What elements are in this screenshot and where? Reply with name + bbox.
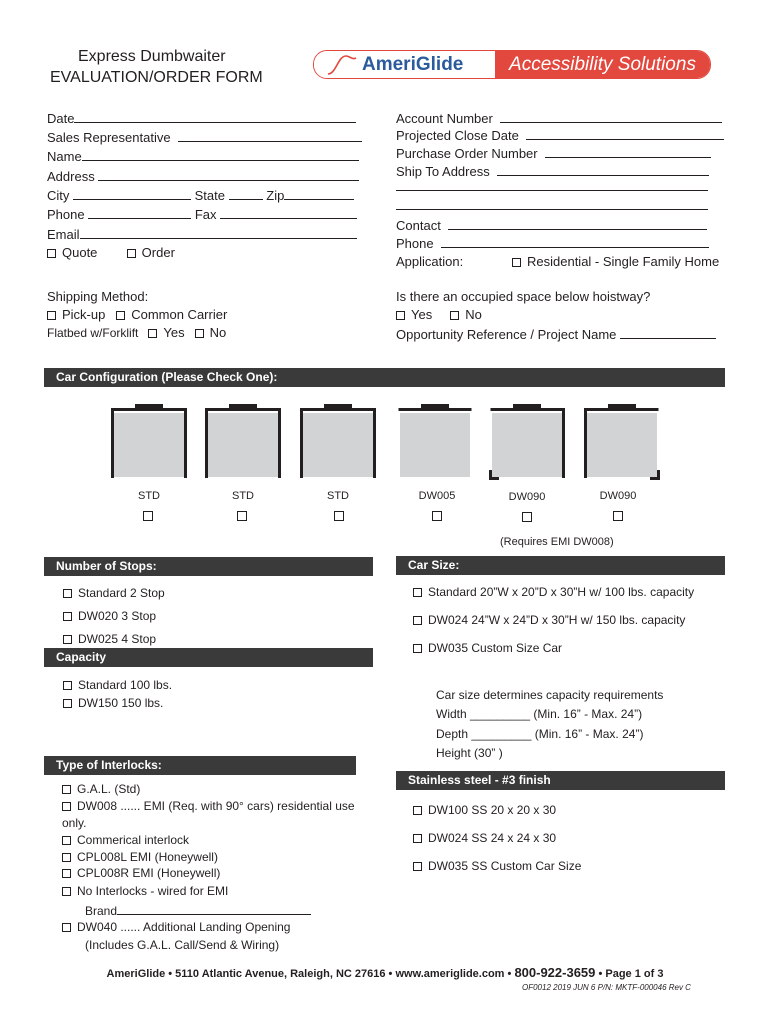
- pickup-checkbox[interactable]: Pick-up: [47, 307, 105, 322]
- car-std-2-checkbox[interactable]: [237, 511, 247, 521]
- date-field[interactable]: Date: [47, 110, 356, 127]
- residential-checkbox[interactable]: Residential - Single Family Home: [512, 254, 719, 270]
- footer-line: [0, 965, 770, 982]
- car-std-2-diagram: [205, 404, 281, 480]
- car-label-dw090-1: DW090: [508, 491, 546, 503]
- ameriglide-logo: [313, 50, 711, 79]
- application-label: Application:: [396, 254, 464, 269]
- car-dw090-2-checkbox[interactable]: [613, 511, 623, 521]
- interlock-commercial-checkbox[interactable]: Commerical interlock: [62, 833, 189, 848]
- logo-tagline: Accessibility Solutions: [495, 51, 710, 78]
- flatbed-label: Flatbed w/Forklift: [47, 326, 139, 340]
- capacity-dw150-checkbox[interactable]: DW150 150 lbs.: [63, 696, 163, 711]
- address-field[interactable]: Address: [47, 168, 359, 185]
- email-field[interactable]: Email: [47, 226, 357, 243]
- form-title-line1: Express Dumbwaiter: [78, 48, 226, 65]
- footer-phone: 800-922-3659: [514, 965, 596, 980]
- stainless-dw100-checkbox[interactable]: DW100 SS 20 x 20 x 30: [413, 803, 556, 818]
- footer-code: OF0012 2019 JUN 6 P/N: MKTF-000046 Rev C: [522, 983, 691, 992]
- interlock-dw008-checkbox[interactable]: DW008 ...... EMI (Req. with 90° cars) residential use: [62, 799, 355, 814]
- interlocks-heading: Type of Interlocks:: [44, 756, 356, 775]
- account-number-field[interactable]: Account Number: [396, 110, 722, 127]
- car-label-dw005: DW005: [418, 490, 456, 502]
- stops-dw020-checkbox[interactable]: DW020 3 Stop: [63, 609, 156, 624]
- car-dw090-1-checkbox[interactable]: [522, 512, 532, 522]
- interlock-dw040-cont: (Includes G.A.L. Call/Send & Wiring): [85, 938, 280, 952]
- interlock-dw040-checkbox[interactable]: DW040 ...... Additional Landing Opening: [62, 920, 290, 935]
- car-dw090-1-diagram: [489, 404, 565, 480]
- car-size-heading: Car Size:: [396, 556, 725, 575]
- car-size-standard-checkbox[interactable]: Standard 20”W x 20”D x 30”H w/ 100 lbs. capacity: [413, 585, 694, 600]
- footer-page: • Page 1 of 3: [598, 968, 664, 980]
- interlock-gal-checkbox[interactable]: G.A.L. (Std): [62, 782, 140, 797]
- car-dw005-diagram: [397, 404, 473, 480]
- sales-rep-field[interactable]: Sales Representative: [47, 129, 362, 146]
- car-width-field[interactable]: Width _________ (Min. 16” - Max. 24”): [436, 707, 643, 721]
- car-label-std-3: STD: [327, 490, 349, 502]
- flatbed-yes-checkbox[interactable]: Yes: [148, 325, 184, 340]
- car-size-determines-note: Car size determines capacity requirements: [436, 688, 664, 702]
- ship-to-line-2[interactable]: [396, 190, 708, 191]
- flatbed-row: [47, 325, 226, 341]
- footer-address: AmeriGlide • 5110 Atlantic Avenue, Raleigh, NC 27616 • www.ameriglide.com •: [106, 968, 512, 980]
- occupied-options-row: [396, 307, 482, 323]
- logo-name: AmeriGlide: [362, 54, 464, 75]
- requires-emi-note: (Requires EMI DW008): [500, 536, 614, 548]
- po-number-field[interactable]: Purchase Order Number: [396, 145, 711, 162]
- projected-close-field[interactable]: Projected Close Date: [396, 127, 724, 144]
- phone-fax-field[interactable]: Phone Fax: [47, 206, 357, 223]
- car-dw090-2-diagram: [584, 404, 660, 480]
- capacity-heading: Capacity: [44, 648, 373, 667]
- ship-to-field[interactable]: Ship To Address: [396, 163, 709, 180]
- occupied-space-question: Is there an occupied space below hoistway?: [396, 289, 651, 304]
- car-height-field: Height (30” ): [436, 746, 503, 760]
- form-title-line2: EVALUATION/ORDER FORM: [50, 69, 263, 86]
- stainless-dw035-checkbox[interactable]: DW035 SS Custom Car Size: [413, 859, 581, 874]
- stainless-heading: Stainless steel - #3 finish: [396, 771, 725, 790]
- interlock-brand-field[interactable]: Brand: [85, 902, 311, 919]
- contact-field[interactable]: Contact: [396, 217, 707, 234]
- interlock-cpl008l-checkbox[interactable]: CPL008L EMI (Honeywell): [62, 850, 218, 865]
- interlock-none-checkbox[interactable]: No Interlocks - wired for EMI: [62, 884, 228, 899]
- shipping-options-row: [47, 307, 227, 323]
- order-checkbox[interactable]: Order: [127, 245, 175, 260]
- car-dw005-checkbox[interactable]: [432, 511, 442, 521]
- car-std-3-checkbox[interactable]: [334, 511, 344, 521]
- interlock-cpl008r-checkbox[interactable]: CPL008R EMI (Honeywell): [62, 866, 220, 881]
- quote-order-row: [47, 245, 175, 261]
- shipping-method-label: Shipping Method:: [47, 289, 149, 304]
- car-std-1-checkbox[interactable]: [143, 511, 153, 521]
- right-phone-field[interactable]: Phone: [396, 235, 709, 252]
- common-carrier-checkbox[interactable]: Common Carrier: [116, 307, 227, 322]
- occupied-yes-checkbox[interactable]: Yes: [396, 307, 432, 322]
- opportunity-field[interactable]: Opportunity Reference / Project Name: [396, 326, 716, 343]
- car-config-heading: Car Configuration (Please Check One):: [44, 368, 725, 387]
- car-size-dw024-checkbox[interactable]: DW024 24”W x 24”D x 30”H w/ 150 lbs. capacity: [413, 613, 685, 628]
- city-state-zip-field[interactable]: City State Zip: [47, 187, 354, 204]
- car-std-1-diagram: [111, 404, 187, 480]
- car-label-dw090-2: DW090: [599, 490, 637, 502]
- car-size-dw035-checkbox[interactable]: DW035 Custom Size Car: [413, 641, 562, 656]
- swoosh-icon: [322, 52, 362, 78]
- quote-checkbox[interactable]: Quote: [47, 245, 97, 260]
- car-label-std-2: STD: [232, 490, 254, 502]
- name-field[interactable]: Name: [47, 148, 359, 165]
- stops-standard-checkbox[interactable]: Standard 2 Stop: [63, 586, 165, 601]
- stainless-dw024-checkbox[interactable]: DW024 SS 24 x 24 x 30: [413, 831, 556, 846]
- stops-dw025-checkbox[interactable]: DW025 4 Stop: [63, 632, 156, 647]
- car-label-std-1: STD: [138, 490, 160, 502]
- car-depth-field[interactable]: Depth _________ (Min. 16” - Max. 24”): [436, 727, 644, 741]
- capacity-standard-checkbox[interactable]: Standard 100 lbs.: [63, 678, 172, 693]
- occupied-no-checkbox[interactable]: No: [450, 307, 482, 322]
- car-std-3-diagram: [300, 404, 376, 480]
- flatbed-no-checkbox[interactable]: No: [195, 325, 227, 340]
- interlock-dw008-cont: only.: [62, 816, 87, 830]
- ship-to-line-3[interactable]: [396, 209, 708, 210]
- number-of-stops-heading: Number of Stops:: [44, 557, 373, 576]
